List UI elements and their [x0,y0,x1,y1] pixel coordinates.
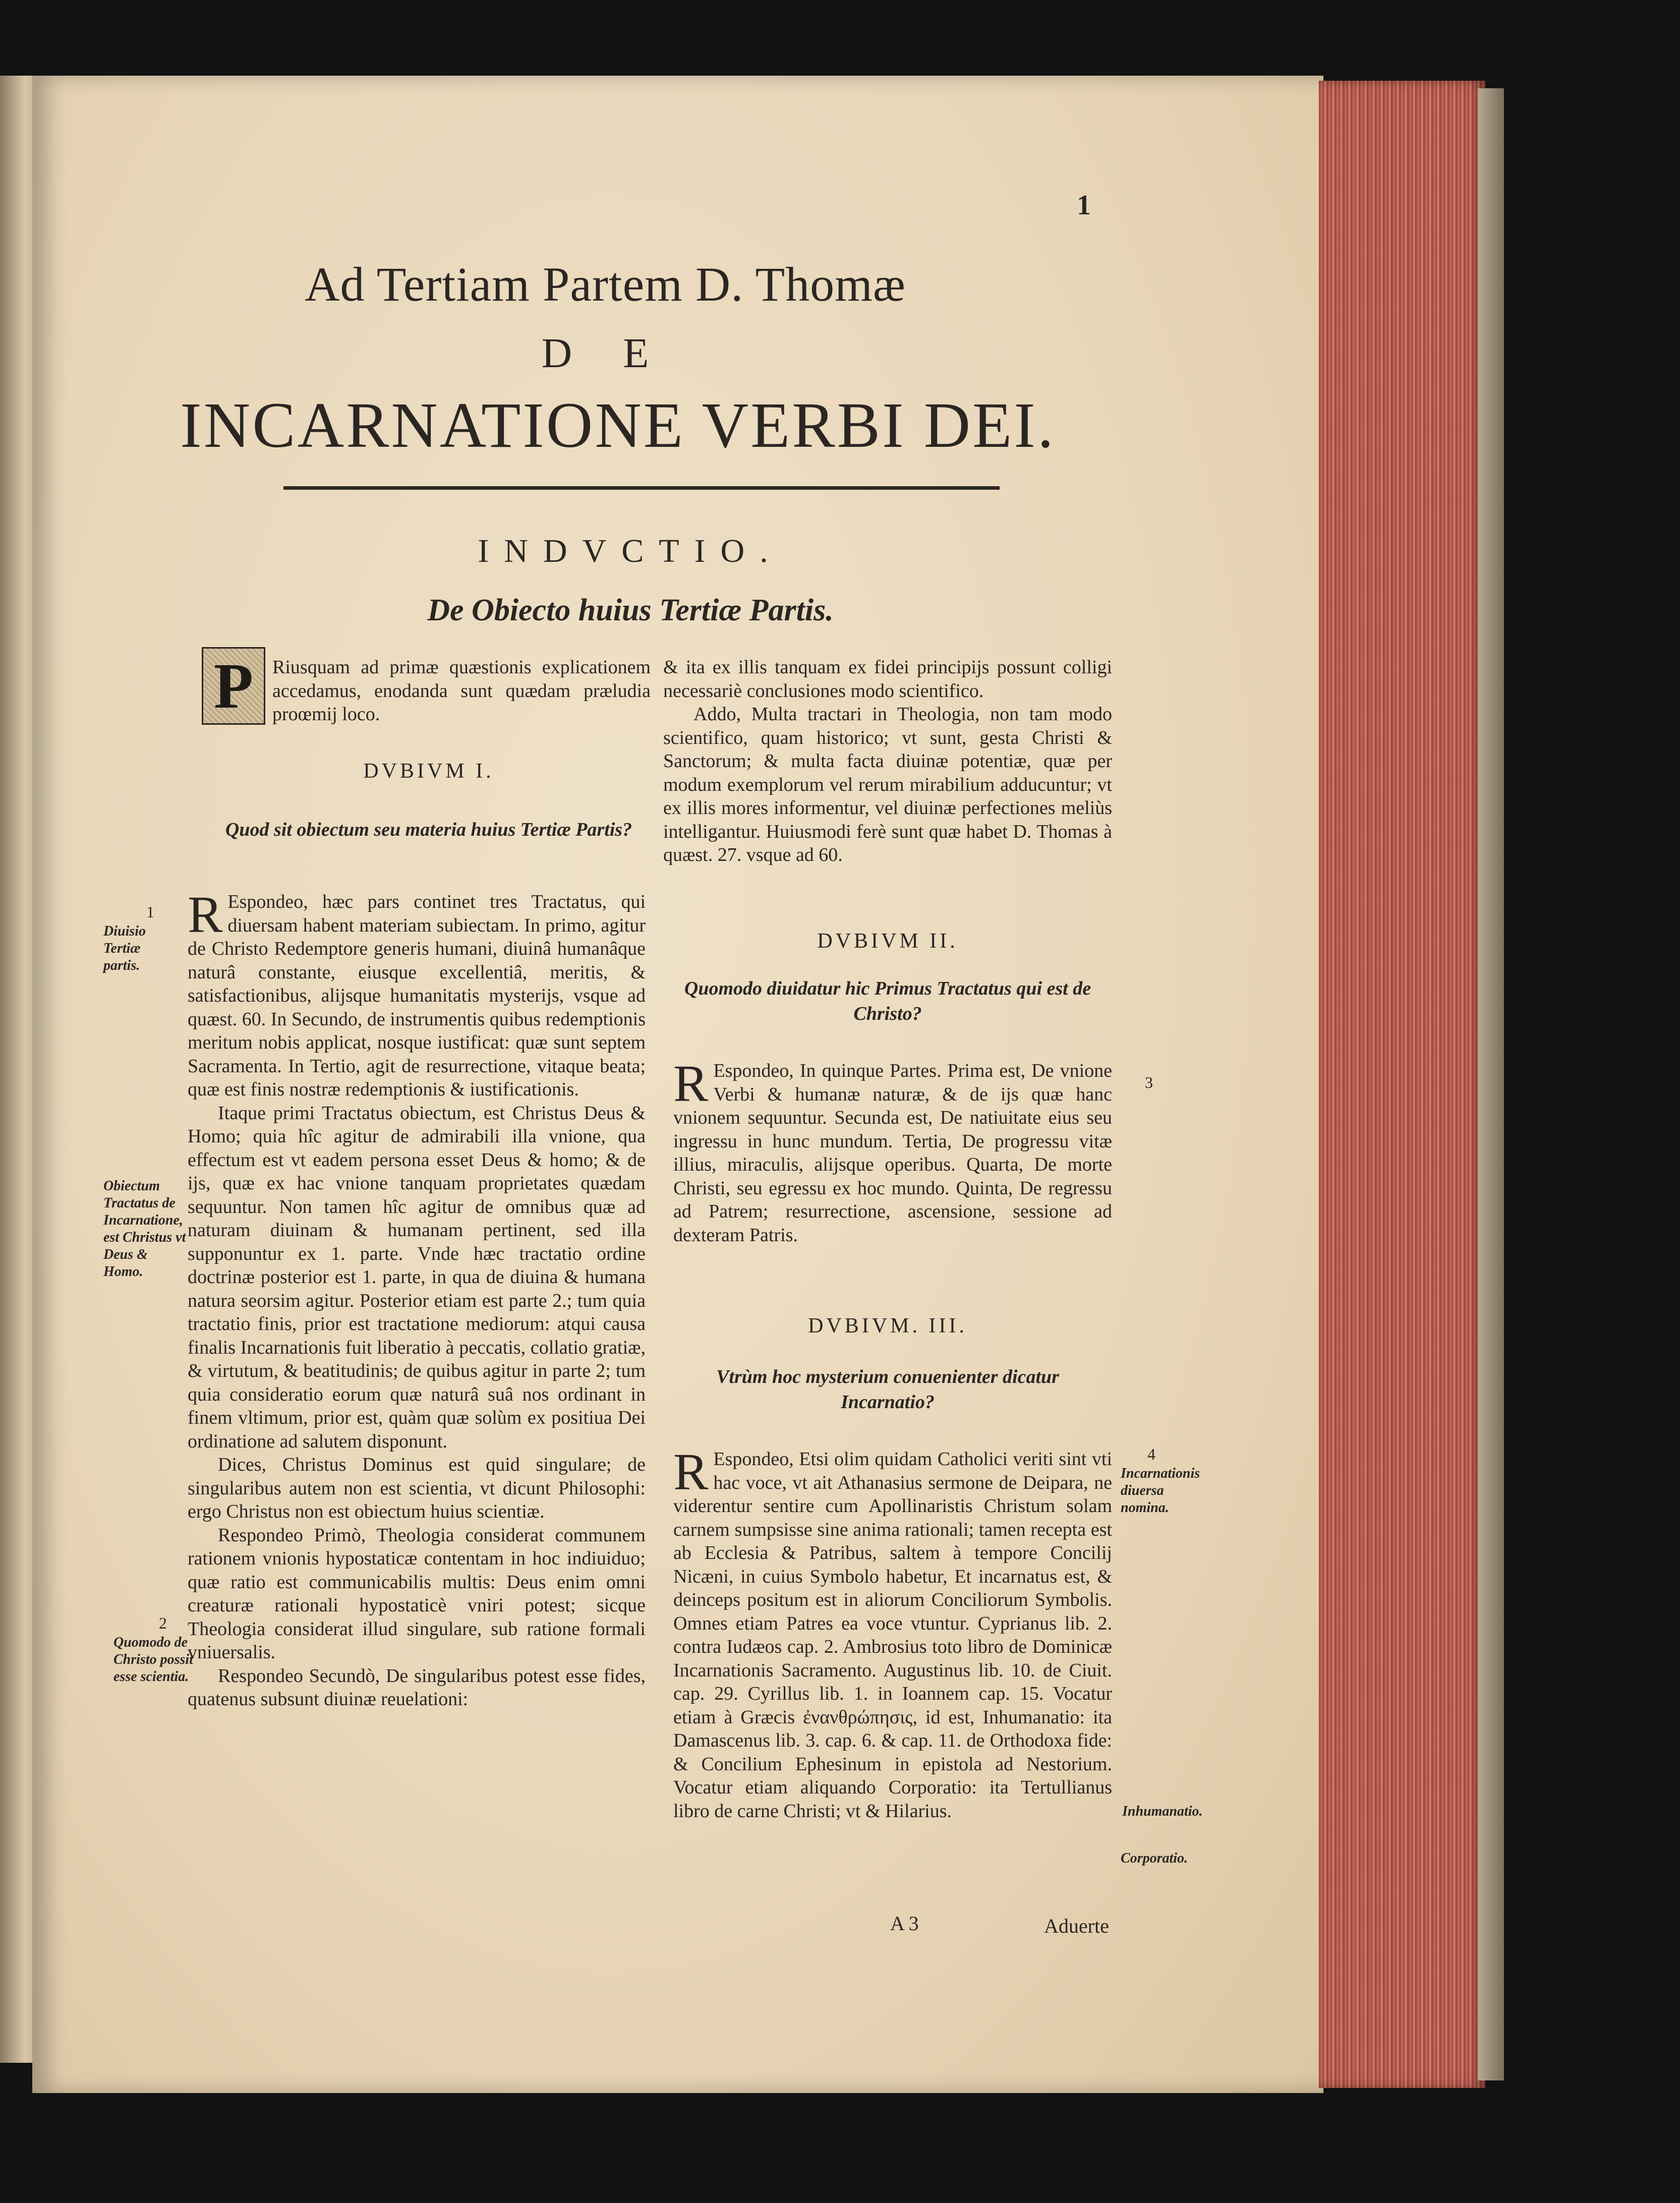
dubium-2-heading: DVBIVM II. [817,930,958,953]
margin-note-obiectum: Obiectum Tractatus de Incarnatione, est Christus vt Deus & Homo. [103,1178,186,1280]
facing-page-edge [0,76,35,2063]
right-paragraph-2: Addo, Multa tractari in Theologia, non tam modo scientifico, quam historico; vt sunt, gesta Christi & Sanctorum; & multa facta diuinæ potentiæ, quæ per modum exemplorum vel rerum mirabilium adducuntur; vt ex illis mores informentur, vel diuinæ perfectiones meliùs intelligantur. Huiusmodi ferè sunt quæ habet D. Thomas à quæst. 27. vsque ad 60. [663,704,1112,865]
section-heading: INDVCTIO. [478,533,783,569]
decorated-initial: P [202,647,265,725]
margin-note-corporatio: Corporatio. [1121,1850,1188,1866]
dubium-2-question: Quomodo diuidatur hic Primus Tractatus qui est de Christo? [684,978,1091,1024]
dubium-3-heading: DVBIVM. III. [808,1314,967,1338]
right-paragraph-1: & ita ex illis tanquam ex fidei principijs possunt colligi necessariè conclusiones modo scientifico. [663,657,1112,702]
main-title: INCARNATIONE VERBI DEI. [180,389,1056,461]
right-paragraph-4: R Espondeo, Etsi olim quidam Catholici veriti sint vti hac voce, vt ait Athanasius sermone de Deipara, ne viderentur sentire cum Apollinaristis Christum solam carnem sumpsisse sine anima rationali; tamen recepta est ab Ecclesia & Patribus, saltem à tempore Concilij Nicæni, in cuius Symbolo habetur, Et incarnatus est, & deinceps positum est in aliorum Conciliorum Symbolis. Omnes etiam Patres ea voce vtuntur. Cyprianus lib. 2. contra Iudæos cap. 2. Ambrosius toto libro de Dominicæ Incarnationis Sacramento. Augustinus lib. 10. de Ciuit. cap. 29. Cyrillus lib. 1. in Ioannem cap. 15. Vocatur etiam à Græcis ἐνανθρώπησις, id est, Inhumanatio: ita Damascenus lib. 3. cap. 6. & cap. 11. de Orthodoxa fide: & Concilium Ephesinum in epistola ad Nestorium. Vocatur etiam aliquando Corporatio: ita Tertullianus libro de carne Christi; vt & Hilarius. [673,1443,1112,1822]
margin-number-2: 2 [159,1614,167,1632]
margin-number-3: 3 [1145,1073,1153,1091]
right-paragraph-3: R Espondeo, In quinque Partes. Prima est, De vnione Verbi & humanæ naturæ, & de ijs quæ hanc vnionem sequuntur. Secunda est, De natiuitate eius seu ingressu in hunc mundum. Tertia, De progressu vitæ illius, miraculis, alijsque operibus. Quarta, De morte Christi, seu egressu ex hoc mundo. Quinta, De regressu ad Patrem; resurrectione, ascensione, sessione ad dexteram Patris. [673,1055,1112,1246]
initial-r: R [673,1443,709,1501]
title-line-2: D E [541,330,669,377]
left-paragraph-3: Dices, Christus Dominus est quid singulare; de singularibus autem non est scientia, vt dicunt Philosophi: ergo Christus non est obiectum huius scientiæ. [188,1454,646,1522]
left-column-body [188,886,646,1711]
margin-note-inhumanatio: Inhumanatio. [1122,1804,1203,1819]
left-paragraph-2: Itaque primi Tractatus obiectum, est Christus Deus & Homo; quia hîc agitur de admirabili illa vnione, qua effectum est vt eadem persona esset Deus & homo; & de ijs, quæ ex hac vnione tanquam proprietates quædam sequuntur. Non tamen hîc agitur de omnibus quæ ad naturam diuinam & humanam pertinent, sed illa supponuntur ex 1. parte. Vnde hæc tractatio ordine doctrinæ posterior est 1. parte, in qua de diuina & humana natura seorsim agitur. Posterior etiam est parte 2.; tum quia tractatio finis, prior est tractatione mediorum: atqui causa finalis Incarnationis fuit liberatio à peccatis, collatio gratiæ, & virtutum, & beatitudinis; de quibus agitur in parte 2; tum quia consideratio eorum quæ naturâ suâ nos ordinant in finem vltimum, prior est, quàm quæ solùm ex positiua Dei ordinatione ad salutem disponunt. [188,1102,646,1452]
left-paragraph-4: Respondeo Primò, Theologia considerat communem rationem vnionis hypostaticæ contentam in hoc indiuiduo; quæ ratio est communicabilis multis: Deus enim omni creaturæ rationali hypostaticè vniri potest; sicque Theologia considerat illud singulare, sub ratione formali vniuersalis. [188,1524,646,1663]
dubium-3-question: Vtrùm hoc mysterium conuenienter dicatur Incarnatio? [716,1366,1059,1413]
margin-note-1: Diuisio Tertiæ partis. [103,923,146,973]
left-paragraph-1: R Espondeo, hæc pars continet tres Tractatus, qui diuersam habent materiam subiectam. In primo, agitur de Christo Redemptore generis humani, diuinâ humanâque naturâ constante, eiusque excellentiâ, meritis, & satisfactionibus, alijsque humanitatis mysterijs, vsque ad quæst. 60. In Secundo, de instrumentis quibus redemptionis meritum nobis applicat, nosque iustificat: quæ sunt septem Sacramenta. In Tertio, agit de resurrectione, vitaque beata; quæ est finis nostræ redemptionis & iustificationis. [188,886,646,1100]
intro-paragraph: Riusquam ad primæ quæstionis explicationem accedamus, enodanda sunt quædam præludia proœmij loco. [272,657,651,725]
left-paragraph-5: Respondeo Secundò, De singularibus potest esse fides, quatenus subsunt diuinæ reuelationi: [188,1665,646,1710]
dubium-1-question: Quod sit obiectum seu materia huius Tertiæ Partis? [225,819,632,840]
title-rule [283,486,1000,490]
catchword: Aduerte [1044,1915,1109,1937]
dubium-1-heading: DVBIVM I. [363,760,494,783]
title-line-1: Ad Tertiam Partem D. Thomæ [305,257,906,311]
folio-number: 1 [1077,190,1091,221]
margin-number-4: 4 [1147,1445,1155,1463]
book-board [1478,88,1504,2080]
right-column-bottom [673,1443,1112,1823]
signature-mark: A 3 [890,1912,919,1935]
initial-r: R [673,1055,709,1113]
margin-note-4: Incarnationis diuersa nomina. [1121,1466,1200,1516]
page-block-edge [1319,81,1485,2088]
margin-number-1: 1 [146,903,154,921]
right-column-top [663,656,1112,867]
initial-r: R [188,886,223,944]
margin-note-2: Quomodo de Christo possit esse scientia. [113,1635,193,1685]
right-column-middle [673,1055,1112,1247]
section-subheading: De Obiecto huius Tertiæ Partis. [427,593,834,627]
